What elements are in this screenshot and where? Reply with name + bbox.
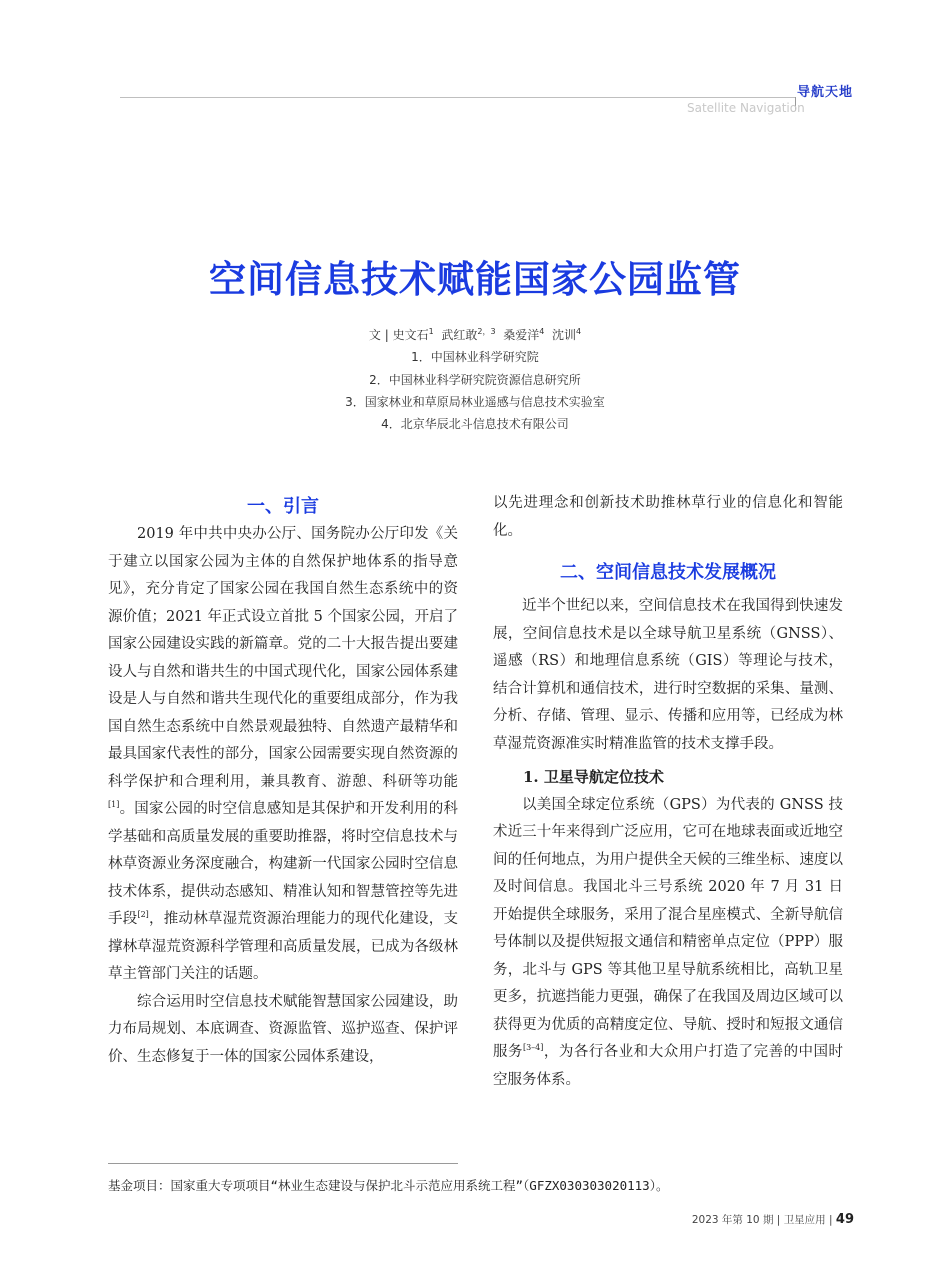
author-name: 桑爱洋 <box>503 328 540 342</box>
right-column <box>493 490 843 1094</box>
section-label-cn: 导航天地 <box>797 85 854 100</box>
section-heading-introduction: 一、引言 <box>247 496 319 517</box>
paragraph-text: ，推动林草湿荒资源治理能力的现代化建设，支撑林草湿荒资源科学管理和高质量发展，已成为各级林草主管部门关注的话题。 <box>108 911 459 982</box>
page-number: 49 <box>835 1212 854 1227</box>
author-affiliation-ref: 2，3 <box>477 327 496 336</box>
paragraph: 近半个世纪以来，空间信息技术在我国得到快速发展，空间信息技术是以全球导航卫星系统（GNSS）、遥感（RS）和地理信息系统（GIS）等理论与技术，结合计算机和通信技术，进行时空数据的采集、量测、分析、存储、管理、显示、传播和应用等，已经成为林草湿荒资源准实时精准监管的技术支撑手段。 <box>493 598 843 752</box>
header-rule <box>120 97 796 98</box>
paragraph-continued: 以先进理念和创新技术助推林草行业的信息化和智能化。 <box>493 495 843 539</box>
author-name: 史文石 <box>392 328 429 342</box>
footnote-rule <box>108 1163 458 1164</box>
author-name: 沈训 <box>551 328 576 342</box>
author-name: 武红敢 <box>441 328 478 342</box>
affiliation: 2．中国林业科学研究院资源信息研究所 <box>369 373 581 387</box>
page-footer: 2023 年第 10 期 | 卫星应用 | 49 <box>691 1212 854 1227</box>
paragraph-text: ，为各行各业和大众用户打造了完善的中国时空服务体系。 <box>493 1044 844 1088</box>
author-affiliation-ref: 1 <box>428 327 434 336</box>
funding-note: 基金项目：国家重大专项项目“林业生态建设与保护北斗示范应用系统工程”（GFZX030303020113）。 <box>108 1178 669 1193</box>
paragraph <box>108 521 458 989</box>
citation-ref: [1] <box>108 800 120 810</box>
subsection-heading: 1. 卫星导航定位技术 <box>523 768 664 786</box>
citation-ref: [3–4] <box>522 1043 544 1053</box>
article-title: 空间信息技术赋能国家公园监管 <box>209 258 741 301</box>
affiliation: 3．国家林业和草原局林业遥感与信息技术实验室 <box>345 395 605 409</box>
section-label-en: Satellite Navigation <box>687 101 805 115</box>
issue-label: 2023 年第 10 期 <box>691 1214 774 1226</box>
paragraph-text: 2019 年中共中央办公厅、国务院办公厅印发《关于建立以国家公园为主体的自然保护地体系的指导意见》，充分肯定了国家公园在我国自然生态系统中的资源价值；2021 年正式设立首批 5 个国家公园，开启了国家公园建设实践的新篇章。党的二十大报告提出要建设人与自然和谐共生的中国式现代化，国家公园体系建设是人与自然和谐共生现代化的重要组成部分，作为我国自然生态系统中自然景观最独特、自然遗产最精华和最具国家代表性的部分，国家公园需要实现自然资源的科学保护和合理利用，兼具教育、游憩、科研等功能 <box>108 526 458 790</box>
author-affiliation-ref: 4 <box>539 327 545 336</box>
paragraph-text: 。国家公园的时空信息感知是其保护和开发利用的科学基础和高质量发展的重要助推器，将时空信息技术与林草资源业务深度融合，构建新一代国家公园时空信息技术体系，提供动态感知、精准认知和智慧管控等先进手段 <box>108 801 458 927</box>
journal-name: 卫星应用 <box>783 1214 826 1226</box>
section-heading-overview: 二、空间信息技术发展概况 <box>560 562 776 583</box>
byline <box>0 326 950 343</box>
left-column <box>108 493 458 1071</box>
paragraph-text: 以美国全球定位系统（GPS）为代表的 GNSS 技术近三十年来得到广泛应用，它可在地球表面或近地空间的任何地点，为用户提供全天候的三维坐标、速度以及时间信息。我国北斗三号系统 2020 年 7 月 31 日开始提供全球服务，采用了混合星座模式、全新导航信号体制以及提供短报文通信和精密单点定位（PPP）服务，北斗与 GPS 等其他卫星导航系统相比，高轨卫星更多，抗遮挡能力更强，确保了在我国及周边区域可以获得更为优质的高精度定位、导航、授时和短报文通信服务 <box>493 796 843 1060</box>
citation-ref: [2] <box>137 910 149 920</box>
affiliation: 1．中国林业科学研究院 <box>411 350 539 364</box>
byline-prefix: 文 | <box>368 328 393 342</box>
affiliation: 4．北京华辰北斗信息技术有限公司 <box>381 417 569 431</box>
paragraph: 综合运用时空信息技术赋能智慧国家公园建设，助力布局规划、本底调查、资源监管、巡护巡查、保护评价、生态修复于一体的国家公园体系建设， <box>108 993 458 1065</box>
author-affiliation-ref: 4 <box>575 327 582 336</box>
paragraph <box>493 792 843 1095</box>
